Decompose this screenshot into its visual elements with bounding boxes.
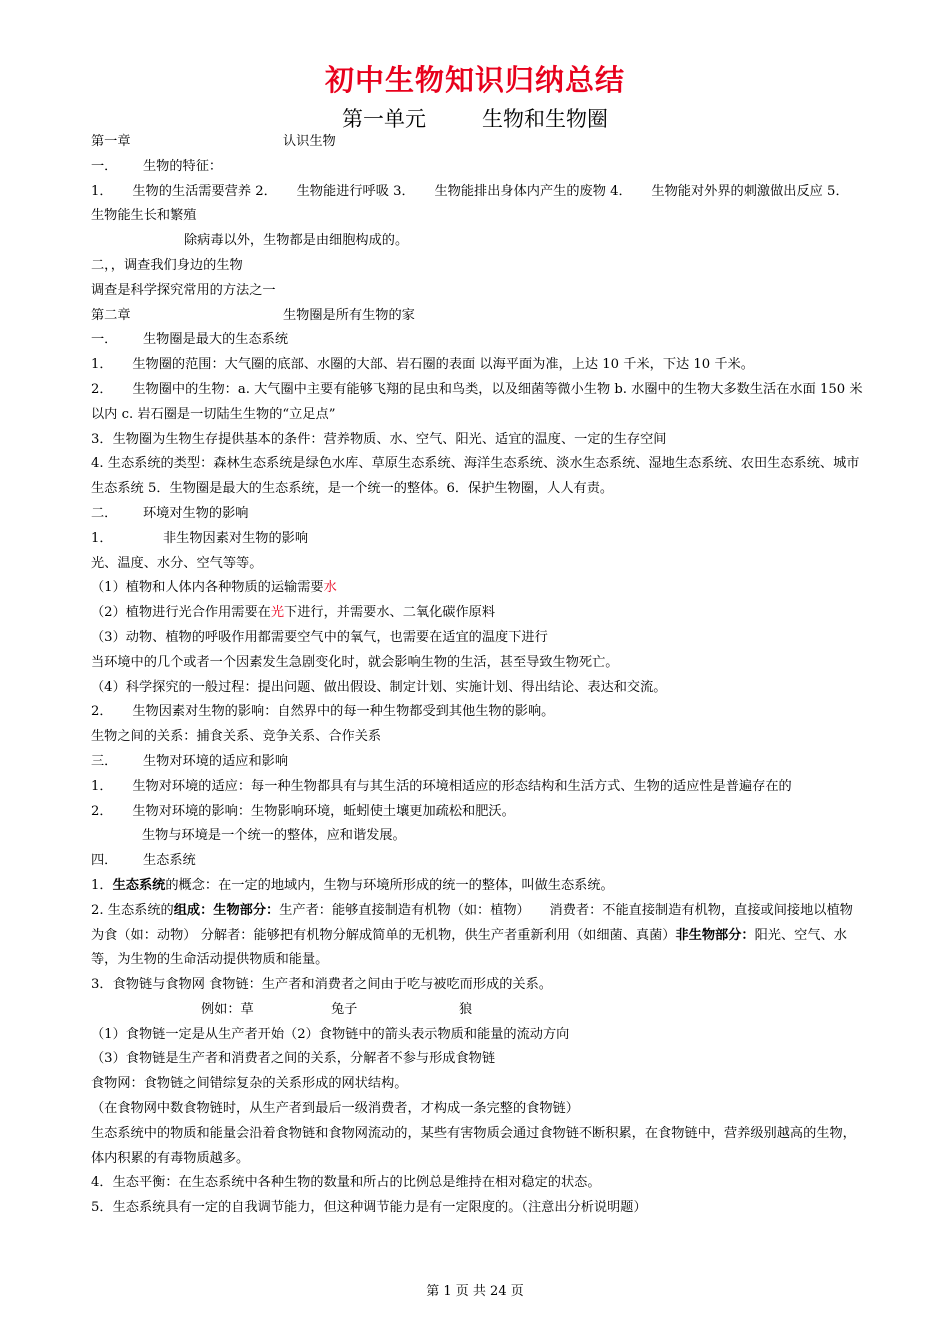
paragraph: （1）食物链一定是从生产者开始（2）食物链中的箭头表示物质和能量的流动方向	[91, 1026, 570, 1042]
paragraph: 4．生态平衡：在生态系统中各种生物的数量和所占的比例总是维持在相对稳定的状态。	[91, 1175, 601, 1191]
paragraph: （3）食物链是生产者和消费者之间的关系，分解者不参与形成食物链	[91, 1051, 496, 1067]
chapter-name: 生物圈是所有生物的家	[283, 307, 415, 323]
section-number: 一．	[91, 332, 118, 348]
paragraph	[91, 874, 863, 899]
chapter-heading	[91, 130, 863, 155]
section-text: 生物的特征：	[143, 158, 223, 174]
section-text: 生物圈是最大的生态系统	[143, 332, 289, 348]
section-heading	[91, 502, 863, 527]
unit-label: 第一单元	[342, 107, 426, 131]
section-heading	[91, 750, 863, 775]
text-run: 生产者：能够直接制造有机物（如：植物） 消费者：不能直接制造有机物，直接或间接地以植物为食（如：动物） 分解者：能够把有机物分解成简单的无机物，供生产者重新利用（如细菌、真菌）	[91, 902, 853, 943]
item-number: 1．	[91, 530, 113, 546]
paragraph: 3．生物圈为生物生存提供基本的条件：营养物质、水、空气、阳光、适宜的温度、一定的生存空间	[91, 431, 667, 447]
paragraph: 2． 生物圈中的生物：a. 大气圈中主要有能够飞翔的昆虫和鸟类，以及细菌等微小生物 b. 水圈中的生物大多数生活在水面 150 米以内 c. 岩石圈是一切陆生生物的“立足点”	[91, 381, 863, 422]
paragraph: 生态系统中的物质和能量会沿着食物链和食物网流动的，某些有害物质会通过食物链不断积累，在食物链中，营养级别越高的生物，体内积累的有毒物质越多。	[91, 1125, 856, 1166]
unit-name: 生物和生物圈	[482, 107, 608, 131]
paragraph: 1． 生物对环境的适应：每一种生物都具有与其生活的环境相适应的形态结构和生活方式、生物的适应性是普遍存在的	[91, 778, 792, 794]
paragraph: 3．食物链与食物网 食物链：生产者和消费者之间由于吃与被吃而形成的关系。	[91, 977, 552, 993]
paragraph: 4. 生态系统的类型：森林生态系统是绿色水库、草原生态系统、海洋生态系统、淡水生态系统、湿地生态系统、农田生态系统、城市生态系统 5．生物圈是最大的生态系统，是一个统一的整体。6．保护生物圈，人人有责。	[91, 456, 860, 497]
page-footer: 第 1 页 共 24 页	[426, 1284, 524, 1299]
chapter-heading	[91, 304, 863, 329]
paragraph: 生物之间的关系：捕食关系、竞争关系、合作关系	[91, 729, 382, 745]
section-heading	[91, 155, 863, 180]
paragraph: 1． 生物圈的范围：大气圈的底部、水圈的大部、岩石圈的表面 以海平面为准，上达 10 千米，下达 10 千米。	[91, 357, 754, 373]
chapter-label: 第二章	[91, 307, 131, 323]
text-run: 下进行，并需要水、二氧化碳作原料	[284, 605, 496, 621]
paragraph: 食物网：食物链之间错综复杂的关系形成的网状结构。	[91, 1076, 408, 1092]
paragraph: 当环境中的几个或者一个因素发生急剧变化时，就会影响生物的生活，甚至导致生物死亡。	[91, 654, 619, 670]
food-chain-item: 兔子	[331, 1001, 358, 1017]
paragraph: 5．生态系统具有一定的自我调节能力，但这种调节能力是有一定限度的。（注意出分析说明题）	[91, 1200, 647, 1216]
paragraph: （3）动物、植物的呼吸作用都需要空气中的氧气，也需要在适宜的温度下进行	[91, 629, 548, 645]
section-text: 生态系统	[143, 853, 196, 869]
paragraph	[91, 527, 863, 552]
paragraph	[91, 899, 863, 973]
bold-term: 非生物部分：	[675, 927, 755, 943]
paragraph: 2． 生物对环境的影响：生物影响环境，蚯蚓使土壤更加疏松和肥沃。	[91, 803, 515, 819]
paragraph: 2． 生物因素对生物的影响：自然界中的每一种生物都受到其他生物的影响。	[91, 704, 555, 720]
highlight-text: 光	[270, 605, 285, 621]
document-title: 初中生物知识归纳总结	[324, 63, 625, 97]
section-number: 四．	[91, 853, 118, 869]
text-run: 阳光、空气、水等，为生物的生命活动提供物质和能量。	[91, 927, 847, 968]
section-text: 环境对生物的影响	[143, 505, 249, 521]
chapter-name: 认识生物	[283, 134, 336, 149]
section-heading	[91, 849, 863, 874]
paragraph: 光、温度、水分、空气等等。	[91, 555, 263, 571]
paragraph: 1． 生物的生活需要营养 2． 生物能进行呼吸 3． 生物能排出身体内产生的废物 4． 生物能对外界的刺激做出反应 5． 生物能生长和繁殖	[91, 183, 869, 224]
food-chain-example	[91, 998, 863, 1023]
text-run: 的概念：在一定的地域内，生物与环境所形成的统一的整体，叫做生态系统。	[165, 877, 614, 893]
section-text: 生物对环境的适应和影响	[143, 753, 289, 769]
bold-term: 生态系统	[112, 877, 166, 893]
text-run: （1）植物和人体内各种物质的运输需要	[91, 580, 324, 596]
chapter-label: 第一章	[91, 134, 131, 149]
section-number: 一．	[91, 158, 118, 174]
text-run: 1．	[91, 877, 113, 893]
document-body	[91, 130, 869, 1221]
item-text: 非生物因素对生物的影响	[163, 530, 309, 546]
text-run: （2）植物进行光合作用需要在	[91, 605, 271, 621]
paragraph: 调查是科学探究常用的方法之一	[91, 282, 276, 298]
paragraph: （在食物网中数食物链时，从生产者到最后一级消费者，才构成一条完整的食物链）	[91, 1101, 579, 1117]
food-chain-item: 狼	[459, 1001, 473, 1017]
paragraph: （4）科学探究的一般过程：提出问题、做出假设、制定计划、实施计划、得出结论、表达和交流。	[91, 679, 667, 695]
section-number: 三．	[91, 753, 118, 769]
section-heading: 二，，调查我们身边的生物	[91, 257, 243, 273]
food-chain-item: 例如：草	[201, 1001, 254, 1017]
unit-heading	[0, 103, 950, 133]
text-run: 2. 生态系统的	[91, 902, 174, 918]
paragraph: 除病毒以外，生物都是由细胞构成的。	[184, 233, 409, 249]
section-number: 二．	[91, 505, 118, 521]
section-heading	[91, 328, 863, 353]
paragraph: 生物与环境是一个统一的整体，应和谐发展。	[142, 828, 406, 844]
paragraph	[91, 576, 863, 601]
highlight-text: 水	[323, 580, 337, 596]
bold-term: 组成：生物部分：	[173, 902, 280, 918]
paragraph	[91, 601, 863, 626]
